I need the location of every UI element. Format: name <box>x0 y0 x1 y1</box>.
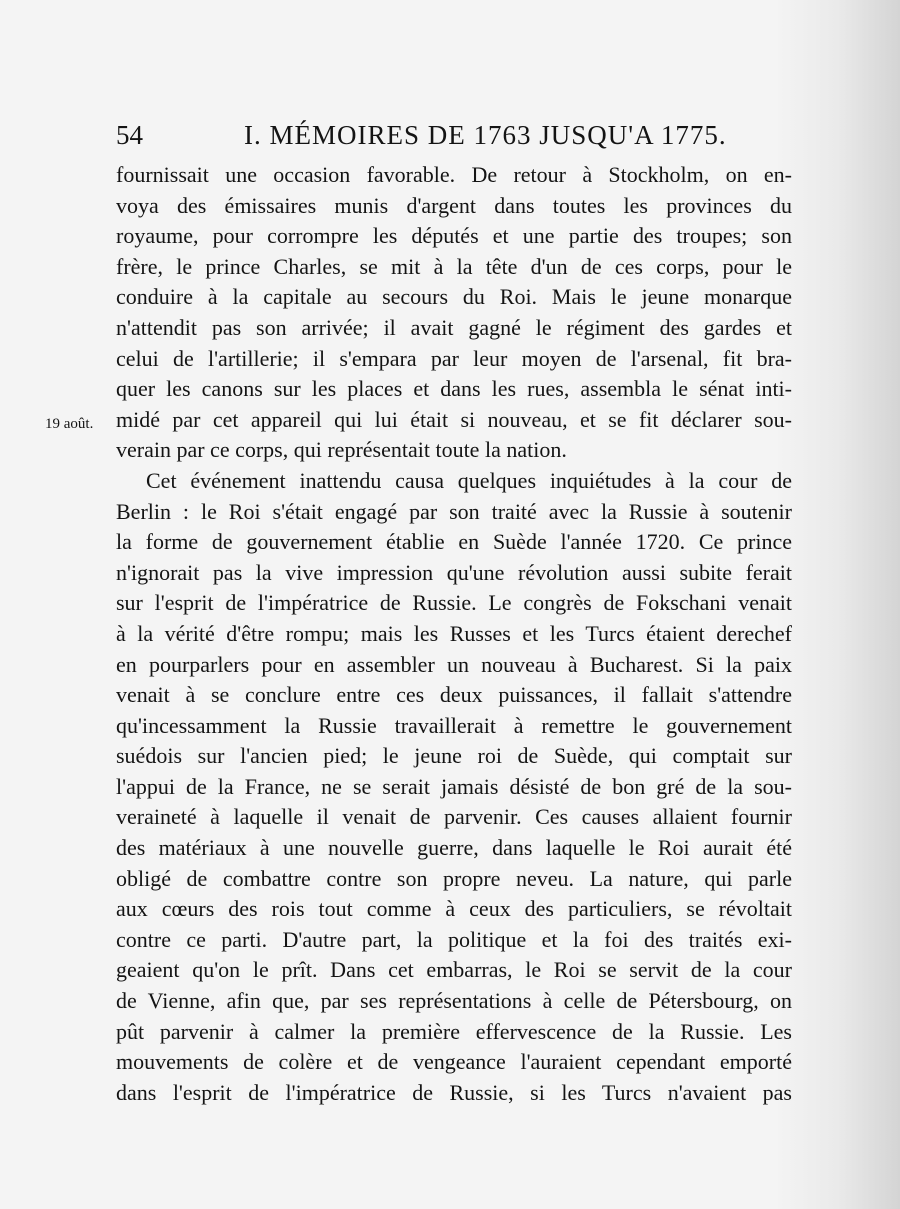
page-number: 54 <box>116 120 143 150</box>
text-line: conduire à la capitale au secours du Roi. Mais le jeune monarque <box>116 284 792 310</box>
text-line: pût parvenir à calmer la première effervescence de la Russie. Les <box>116 1018 792 1044</box>
text-line: obligé de combattre contre son propre neveu. La nature, qui parle <box>116 865 792 891</box>
text-line: fournissait une occasion favorable. De retour à Stockholm, on en- <box>116 162 792 187</box>
text-line: sur l'esprit de l'impératrice de Russie. Le congrès de Fokschani venait <box>116 590 792 616</box>
text-line: en pourparlers pour en assembler un nouveau à Bucharest. Si la paix <box>116 651 792 677</box>
text-line: n'ignorait pas la vive impression qu'une révolution aussi subite ferait <box>116 559 792 585</box>
text-line: n'attendit pas son arrivée; il avait gagné le régiment des gardes et <box>116 314 792 340</box>
text-line: frère, le prince Charles, se mit à la tête d'un de ces corps, pour le <box>116 253 792 279</box>
text-line: quer les canons sur les places et dans les rues, assembla le sénat inti- <box>116 376 792 402</box>
text-line: celui de l'artillerie; il s'empara par leur moyen de l'arsenal, fit bra- <box>116 345 792 371</box>
paragraph-1 <box>116 160 792 466</box>
text-line: Cet événement inattendu causa quelques inquiétudes à la cour de <box>146 467 792 493</box>
text-line: veraineté à laquelle il venait de parvenir. Ces causes allaient fournir <box>116 804 792 830</box>
paragraph-2 <box>116 466 792 1108</box>
body-text <box>116 160 792 1108</box>
text-line: aux cœurs des rois tout comme à ceux des particuliers, se révoltait <box>116 896 792 922</box>
text-line: des matériaux à une nouvelle guerre, dans laquelle le Roi aurait été <box>116 835 792 861</box>
text-line: geaient qu'on le prît. Dans cet embarras, le Roi se servit de la cour <box>116 957 792 983</box>
text-line: voya des émissaires munis d'argent dans toutes les provinces du <box>116 192 792 218</box>
text-line: venait à se conclure entre ces deux puissances, il fallait s'attendre <box>116 682 792 708</box>
text-line: midé par cet appareil qui lui était si nouveau, et se fit déclarer sou- <box>116 406 792 432</box>
text-line: qu'incessamment la Russie travaillerait à remettre le gouvernement <box>116 712 792 738</box>
running-head <box>116 118 792 152</box>
margin-date-note: 19 août. <box>45 416 94 432</box>
text-line: verain par ce corps, qui représentait toute la nation. <box>116 437 567 463</box>
running-title: I. MÉMOIRES DE 1763 JUSQU'A 1775. <box>244 120 727 150</box>
text-line: l'appui de la France, ne se serait jamais désisté de bon gré de la sou- <box>116 773 792 799</box>
text-line: royaume, pour corrompre les députés et une partie des troupes; son <box>116 223 792 249</box>
text-line: suédois sur l'ancien pied; le jeune roi de Suède, qui comptait sur <box>116 743 792 769</box>
text-line: Berlin : le Roi s'était engagé par son traité avec la Russie à soutenir <box>116 498 792 524</box>
text-line: dans l'esprit de l'impératrice de Russie, si les Turcs n'avaient pas <box>116 1079 792 1105</box>
text-line: mouvements de colère et de vengeance l'auraient cependant emporté <box>116 1049 792 1075</box>
text-line: de Vienne, afin que, par ses représentations à celle de Pétersbourg, on <box>116 988 792 1014</box>
text-line: contre ce parti. D'autre part, la politique et la foi des traités exi- <box>116 926 792 952</box>
text-line: la forme de gouvernement établie en Suède l'année 1720. Ce prince <box>116 529 792 555</box>
text-line: à la vérité d'être rompu; mais les Russes et les Turcs étaient derechef <box>116 620 792 646</box>
